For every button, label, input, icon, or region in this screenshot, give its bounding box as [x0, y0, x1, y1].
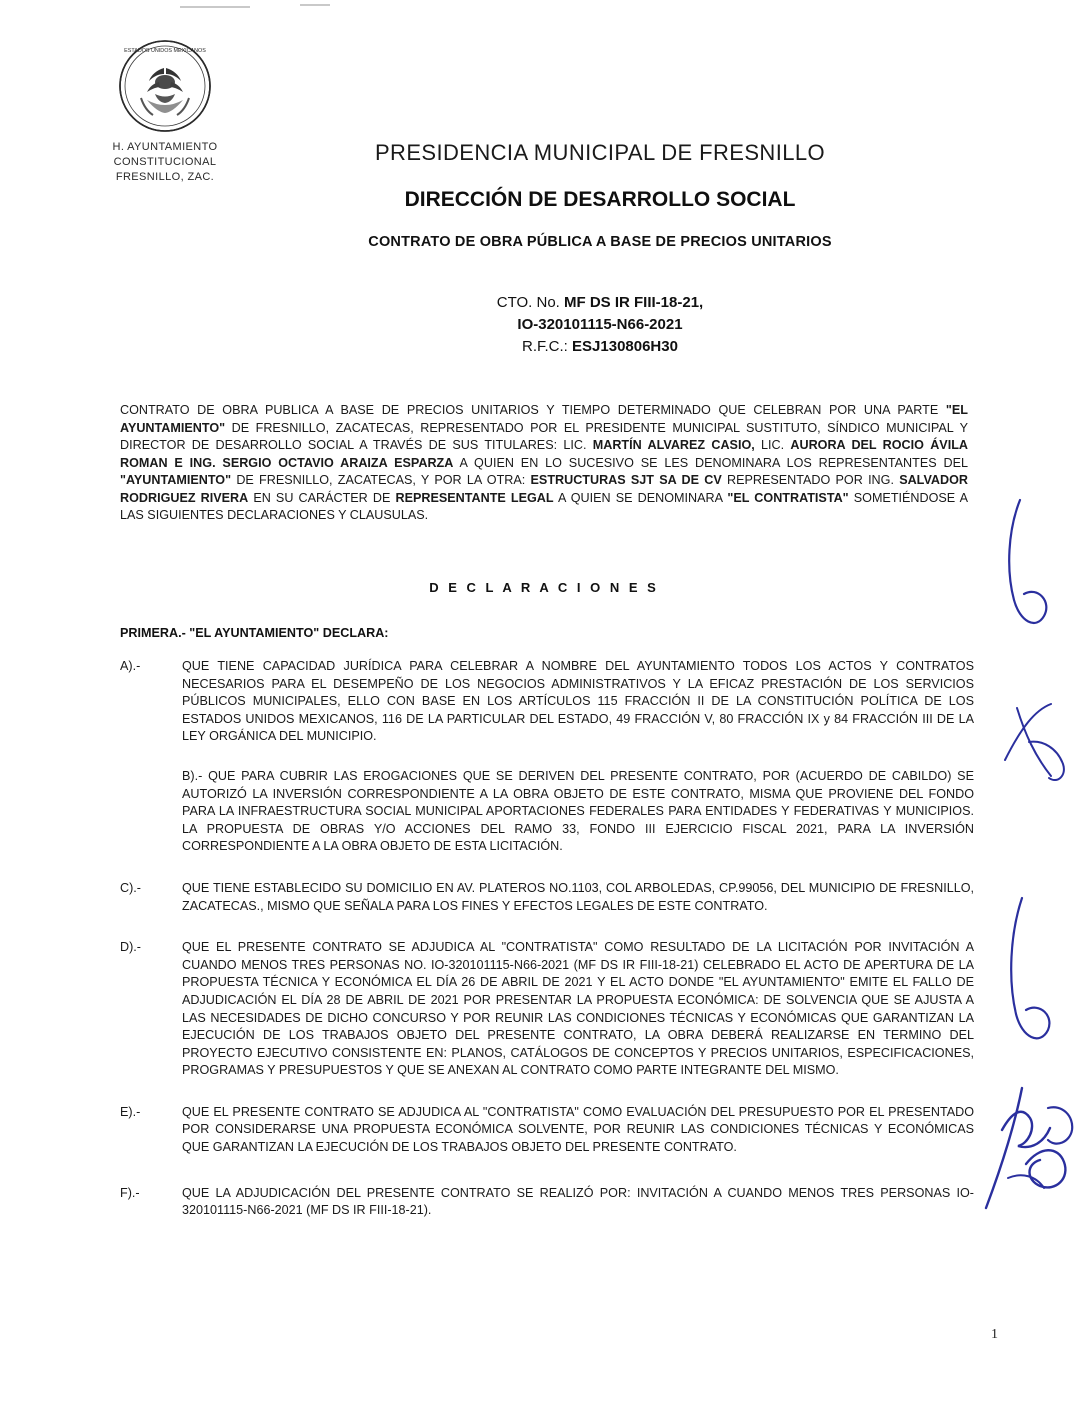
rfc-value: ESJ130806H30: [572, 338, 678, 355]
preamble-text-5: DE FRESNILLO, ZACATECAS, Y POR LA OTRA:: [231, 473, 531, 487]
declarations-list: [120, 658, 980, 1237]
letterhead-line-1: H. AYUNTAMIENTO: [112, 141, 218, 153]
clause-text: QUE LA ADJUDICACIÓN DEL PRESENTE CONTRATO SE REALIZÓ POR: INVITACIÓN A CUANDO MENOS TRES PERSONAS IO-320101115-N66-2021 (MF DS IR FIII-18-21).: [182, 1185, 974, 1218]
rfc-line: [240, 336, 960, 358]
clause-text: QUE EL PRESENTE CONTRATO SE ADJUDICA AL "CONTRATISTA" COMO RESULTADO DE LA LICITACIÓN POR INVITACIÓN A CUANDO MENOS TRES PERSONAS NO. IO-320101115-N66-2021 (MF DS IR FIII-18-21) CELEBRADO EL ACTO DE APERTURA DE LA PROPUESTA TÉCNICA Y ECONÓMICA EL DÍA 26 DE ABRIL DE 2021 Y EL ACTO DONDE "EL AYUNTAMIENTO" EMITE EL FALLO DE ADJUDICACIÓN EL DÍA 28 DE ABRIL DE 2021 POR PRESENTAR LA PROPUESTA ECONÓMICA: DE SOLVENCIA QUE SE AJUSTA A LAS NECESIDADES DE DICHO CONCURSO Y POR REUNIR LAS CONDICIONES TÉCNICAS Y ECONÓMICAS QUE GARANTIZAN LA EJECUCIÓN DE LOS TRABAJOS OBJETO DEL PRESENTE CONTRATO, LA OBRA DEBERÁ REALIZARSE EN TERMINO DEL PROYECTO EJECUTIVO CONSISTENTE EN: PLANOS, CATÁLOGOS DE CONCEPTOS Y PRECIOS UNITARIOS, ESPECIFICACIONES, PROGRAMAS Y PRESUPUESTOS Y QUE SE ANEXAN AL CONTRATO COMO PARTE INTEGRANTE DEL MISMO.: [182, 940, 974, 1078]
contract-number-line: [240, 292, 960, 314]
preamble-name-2: AURORA DEL ROCIO ÁVILA ROMAN E ING. SERGIO OCTAVIO ARAIZA ESPARZA: [120, 438, 968, 470]
letterhead: [70, 38, 260, 185]
preamble-text-8: A QUIEN SE DENOMINARA: [553, 490, 728, 505]
department-title: DIRECCIÓN DE DESARROLLO SOCIAL: [404, 188, 796, 211]
clause-item: [120, 1185, 980, 1220]
letterhead-line-3: FRESNILLO, ZAC.: [115, 171, 215, 183]
preamble-party-2: "AYUNTAMIENTO": [120, 473, 232, 487]
preamble-text-4: A QUIEN EN LO SUCESIVO SE LES DENOMINARA LOS REPRESENTANTES DEL: [453, 455, 968, 470]
clause-text: QUE TIENE ESTABLECIDO SU DOMICILIO EN AV. PLATEROS NO.1103, COL ARBOLEDAS, CP.99056, DEL MUNICIPIO DE FRESNILLO, ZACATECAS., MISMO QUE SEÑALA PARA LOS FINES Y EFECTOS LEGALES DE ESTE CONTRATO.: [182, 880, 974, 913]
preamble-paragraph: [120, 402, 968, 525]
preamble-text-6: REPRESENTADO POR ING.: [721, 473, 900, 487]
preamble-company: ESTRUCTURAS SJT SA DE CV: [530, 473, 722, 487]
preamble-text-1: CONTRATO DE OBRA PUBLICA A BASE DE PRECIOS UNITARIOS Y TIEMPO DETERMINADO QUE CELEBRAN POR UNA PARTE: [120, 403, 946, 417]
clause-text: QUE TIENE CAPACIDAD JURÍDICA PARA CELEBRAR A NOMBRE DEL AYUNTAMIENTO TODOS LOS ACTOS Y CONTRATOS NECESARIOS PARA EL DESEMPEÑO DE LOS NEGOCIOS ADMINISTRATIVOS Y LA EFICAZ PRESTACIÓN DE LOS SERVICIOS PÚBLICOS MUNICIPALES, ELLO CON BASE EN LOS ARTÍCULOS 115 FRACCIÓN II DE LA CONSTITUCIÓN POLÍTICA DE LOS ESTADOS UNIDOS MEXICANOS, 116 DE LA PARTICULAR DEL ESTADO, 49 FRACCIÓN V, 80 FRACCIÓN IX y 84 FRACCIÓN III DE LA LEY ORGÁNICA DEL MUNICIPIO.: [182, 659, 974, 744]
clause-item: [120, 880, 980, 915]
preamble-text-9: SOMETIÉNDOSE A LAS SIGUIENTES DECLARACIONES Y CLAUSULAS.: [120, 490, 969, 522]
preamble-rep-role: REPRESENTANTE LEGAL: [395, 490, 554, 505]
signature-mark-4: [978, 1068, 1086, 1228]
contract-number-label: CTO. No.: [496, 294, 560, 311]
page-title: PRESIDENCIA MUNICIPAL DE FRESNILLO: [374, 140, 826, 165]
clause-item: [120, 658, 980, 746]
contract-identifiers: [240, 292, 960, 358]
clause-marker: D).-: [120, 940, 141, 955]
contract-type-title: CONTRATO DE OBRA PÚBLICA A BASE DE PRECIOS UNITARIOS: [368, 234, 832, 250]
tender-number: IO-320101115-N66-2021: [517, 316, 683, 333]
document-titles: [240, 140, 960, 250]
declarations-heading: D E C L A R A C I O N E S: [429, 580, 659, 595]
clause-marker: E).-: [120, 1104, 141, 1119]
clause-text: QUE EL PRESENTE CONTRATO SE ADJUDICA AL "CONTRATISTA" COMO EVALUACIÓN DEL PRESUPUESTO POR EL PRESENTADO POR CONSIDERARSE UNA PROPUESTA ECONÓMICA SOLVENTE, POR REUNIR LAS CONDICIONES TÉCNICAS Y ECONÓMICAS QUE GARANTIZAN LA EJECUCIÓN DE LOS TRABAJOS OBJETO DEL PRESENTE CONTRATO.: [182, 1104, 974, 1155]
signature-mark-2: [995, 690, 1081, 810]
preamble-party-3: "EL CONTRATISTA": [727, 490, 849, 505]
preamble-text-3: LIC.: [754, 438, 791, 452]
rfc-label: R.F.C.:: [522, 338, 568, 355]
clause-marker: C).-: [120, 880, 141, 895]
letterhead-line-2: CONSTITUCIONAL: [113, 156, 217, 168]
clause-item: [120, 1104, 980, 1157]
preamble-name-1: MARTÍN ALVAREZ CASIO,: [592, 438, 755, 452]
preamble-text-7: EN SU CARÁCTER DE: [248, 490, 396, 505]
clause-marker: A).-: [120, 659, 141, 673]
contract-number-value: MF DS IR FIII-18-21,: [564, 294, 704, 311]
clause-marker: F).-: [120, 1185, 140, 1200]
clause-item: [120, 939, 980, 1080]
preamble-party-1: "EL AYUNTAMIENTO": [120, 403, 968, 435]
preamble-rep-name: SALVADOR RODRIGUEZ RIVERA: [120, 473, 968, 505]
clause-text: B).- QUE PARA CUBRIR LAS EROGACIONES QUE SE DERIVEN DEL PRESENTE CONTRATO, POR (ACUERDO DE CABILDO) SE AUTORIZÓ LA INVERSIÓN CORRESPONDIENTE A LA OBRA OBJETO DE ESTE CONTRATO, MISMA QUE PROVIENE DEL FONDO PARA LA INFRAESTRUCTURA SOCIAL MUNICIPAL APORTACIONES FEDERALES PARA ENTIDADES Y FEDERATIVAS Y MUNICIPIOS. LA PROPUESTA DE OBRAS Y/O ACCIONES DEL RAMO 33, FONDO III EJERCICIO FISCAL 2021, PARA LA INVERSIÓN CORRESPONDIENTE A LA OBRA OBJETO DE ESTA LICITACIÓN.: [182, 768, 974, 854]
clause-item: [120, 768, 980, 856]
preamble-text-2: DE FRESNILLO, ZACATECAS, REPRESENTADO POR EL PRESIDENTE MUNICIPAL SUSTITUTO, SÍNDICO MUNICIPAL Y DIRECTOR DE DESARROLLO SOCIAL A TRAVÉS DE SUS TITULARES: LIC.: [120, 420, 968, 452]
signature-mark-1: [1000, 490, 1080, 650]
page-number: 1: [991, 1327, 998, 1342]
signature-mark-3: [1000, 890, 1080, 1060]
svg-text:ESTADOS UNIDOS MEXICANOS: ESTADOS UNIDOS MEXICANOS: [124, 48, 206, 54]
primera-heading: PRIMERA.- "EL AYUNTAMIENTO" DECLARA:: [120, 626, 389, 640]
mexican-coat-of-arms-icon: [117, 38, 213, 134]
